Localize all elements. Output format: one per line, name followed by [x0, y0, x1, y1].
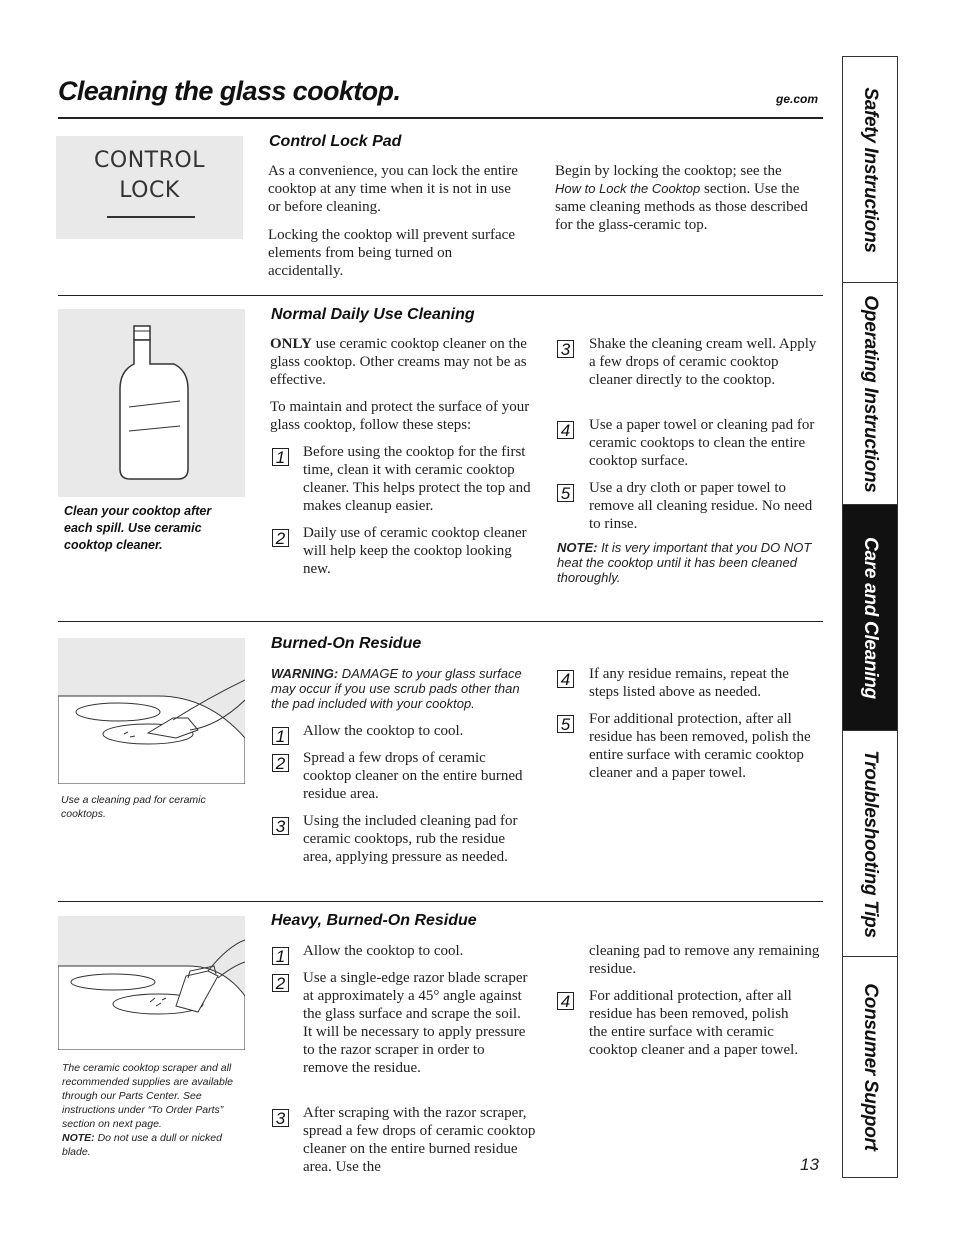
- normal-intro: [270, 335, 536, 389]
- step-number: 3: [272, 817, 289, 835]
- step-text: For additional protection, after all residue has been removed, polish the entire surface with ceramic cooktop cleaner and a paper towel.: [589, 988, 799, 1058]
- note-text: Do not use a dull or nicked blade.: [62, 1132, 222, 1158]
- normal-note: [557, 540, 819, 585]
- bottle-icon: [58, 309, 245, 497]
- cleaning-pad-image: [58, 638, 245, 784]
- control-lock-p1: As a convenience, you can lock the entire cooktop at any time when it is not in use or before cleaning.: [268, 163, 518, 215]
- step-text: Spread a few drops of ceramic cooktop cleaner on the entire burned residue area.: [303, 750, 523, 802]
- control-lock-heading: Control Lock Pad: [269, 133, 402, 150]
- step-number: 4: [557, 992, 574, 1010]
- warning-label: WARNING:: [271, 666, 339, 681]
- section-divider: [58, 621, 823, 622]
- caption-text: The ceramic cooktop scraper and all recommended supplies are available through our Parts Center. See instructions under “To Order Parts” section on next page.: [62, 1062, 234, 1130]
- step-number: 2: [272, 754, 289, 772]
- tab-care-and-cleaning[interactable]: [843, 505, 897, 731]
- tab-consumer-support[interactable]: [843, 957, 897, 1177]
- step-text: Use a single-edge razor blade scraper at approximately a 45° angle against the glass surface and scrape the soil. It will be necessary to apply pressure to the razor scraper in order to remove the residue.: [303, 970, 528, 1076]
- control-lock-p3: [555, 162, 810, 234]
- step-number: 3: [557, 340, 574, 358]
- step-text: Use a dry cloth or paper towel to remove all cleaning residue. No need to rinse.: [589, 480, 813, 532]
- heavy-caption: [62, 1061, 242, 1159]
- tab-label: Safety Instructions: [860, 86, 881, 253]
- step-text: Before using the cooktop for the first time, clean it with ceramic cooktop cleaner. This helps protect the top and makes cleanup easier.: [303, 444, 531, 514]
- tab-troubleshooting-tips[interactable]: [843, 731, 897, 957]
- step-number: 2: [272, 974, 289, 992]
- tab-label: Care and Cleaning: [860, 536, 881, 699]
- control-lock-p2: Locking the cooktop will prevent surface elements from being turned on accidentally.: [268, 227, 516, 279]
- intro-text: use ceramic cooktop cleaner on the glass cooktop. Other creams may not be as effective.: [270, 336, 527, 388]
- cleaner-bottle-image: [58, 309, 245, 497]
- cooktop-pad-icon: [58, 638, 245, 784]
- control-lock-image-line1: CONTROL: [94, 148, 205, 173]
- header-divider: [58, 117, 823, 119]
- burned-caption: Use a cleaning pad for ceramic cooktops.: [61, 794, 206, 820]
- scraper-icon: [58, 916, 245, 1050]
- step-text: For additional protection, after all residue has been removed, polish the entire surface with ceramic cooktop cleaner and a paper towel.: [589, 711, 811, 781]
- step-text: Use a paper towel or cleaning pad for ceramic cooktops to clean the entire cooktop surface.: [589, 417, 815, 469]
- step-text: After scraping with the razor scraper, spread a few drops of ceramic cooktop cleaner on the entire burned residue area. Use the: [303, 1105, 536, 1175]
- note-label: NOTE:: [62, 1132, 95, 1144]
- normal-intro2: To maintain and protect the surface of your glass cooktop, follow these steps:: [270, 399, 530, 433]
- step-number: 5: [557, 484, 574, 502]
- page-title: Cleaning the glass cooktop.: [58, 76, 401, 106]
- note-label: NOTE:: [557, 540, 598, 555]
- step-number: 1: [272, 727, 289, 745]
- tab-label: Troubleshooting Tips: [860, 749, 881, 938]
- heavy-heading: Heavy, Burned-On Residue: [271, 912, 477, 929]
- control-lock-image-line2: LOCK: [119, 178, 180, 203]
- step-number: 5: [557, 715, 574, 733]
- tab-label: Consumer Support: [860, 983, 881, 1151]
- tab-operating-instructions[interactable]: [843, 283, 897, 505]
- razor-scraper-image: [58, 916, 245, 1050]
- section-tabs: [842, 56, 898, 1178]
- tab-label: Operating Instructions: [860, 294, 881, 493]
- note-text: It is very important that you DO NOT heat the cooktop until it has been cleaned thoroughly.: [557, 540, 812, 585]
- step-text: Using the included cleaning pad for ceramic cooktops, rub the residue area, applying pressure as needed.: [303, 813, 518, 865]
- normal-heading: Normal Daily Use Cleaning: [271, 306, 475, 323]
- how-to-lock-reference: How to Lock the Cooktop: [555, 181, 701, 196]
- tab-safety-instructions[interactable]: [843, 57, 897, 283]
- step-number: 1: [272, 448, 289, 466]
- section-divider: [58, 901, 823, 902]
- step-continuation: cleaning pad to remove any remaining residue.: [589, 943, 820, 977]
- p3-text-after: section. Use the same cleaning methods as those described for the glass-ceramic top.: [555, 181, 808, 233]
- step-text: Daily use of ceramic cooktop cleaner will help keep the cooktop looking new.: [303, 525, 527, 577]
- normal-caption: Clean your cooktop after each spill. Use ceramic cooktop cleaner.: [64, 504, 212, 552]
- p3-text: Begin by locking the cooktop; see the: [555, 163, 782, 179]
- step-number: 4: [557, 670, 574, 688]
- step-text: Shake the cleaning cream well. Apply a few drops of ceramic cooktop cleaner directly to the cooktop.: [589, 336, 817, 388]
- step-number: 1: [272, 947, 289, 965]
- only-emphasis: ONLY: [270, 336, 312, 352]
- burned-warning: [271, 666, 539, 711]
- step-number: 4: [557, 421, 574, 439]
- page-number: 13: [800, 1155, 819, 1174]
- warning-text: DAMAGE to your glass surface may occur if you use scrub pads other than the pad included with your cooktop.: [271, 666, 522, 711]
- step-number: 3: [272, 1109, 289, 1127]
- section-divider: [58, 295, 823, 296]
- site-label: ge.com: [775, 92, 818, 106]
- step-text: Allow the cooktop to cool.: [303, 943, 464, 959]
- step-number: 2: [272, 529, 289, 547]
- burned-heading: Burned-On Residue: [271, 635, 422, 652]
- lock-indicator-bar: [107, 216, 195, 218]
- step-text: If any residue remains, repeat the steps listed above as needed.: [589, 666, 789, 700]
- step-text: Allow the cooktop to cool.: [303, 723, 464, 739]
